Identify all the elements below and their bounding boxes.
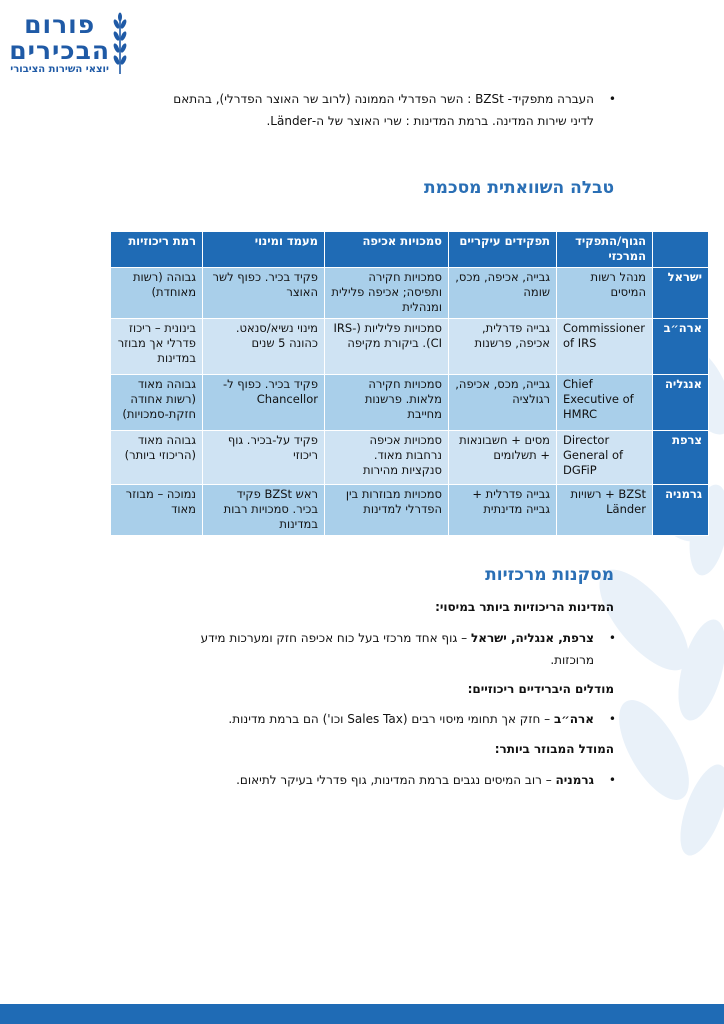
centralization-cell: גבוהה מאוד (הריכוזי ביותר) <box>111 431 203 485</box>
table-row <box>111 268 709 319</box>
country-cell: ישראל <box>653 268 709 319</box>
header-cell <box>653 232 709 268</box>
bullet-icon: • <box>608 712 616 726</box>
bullet-icon: • <box>608 631 616 645</box>
table-title: טבלה השוואתית מסכמת <box>424 178 614 198</box>
powers-cell: סמכויות מבוזרות בין הפדרלי למדינות <box>325 485 449 536</box>
roles-cell: גבייה פדרלית, אכיפה, פרשנות <box>449 319 557 375</box>
bullet-text-line2: מרוכזות. <box>550 653 594 667</box>
forum-logo <box>10 12 128 76</box>
bullet-text: – חזק אך תחומי מיסוי רבים (Sales Tax וכו') הם ברמת מדינות. <box>228 712 554 726</box>
status-cell: ראש BZSt פקיד בכיר. סמכויות רבות במדינות <box>203 485 325 536</box>
header-cell: מעמד ומינוי <box>203 232 325 268</box>
centralization-cell: נמוכה – מבוזר מאוד <box>111 485 203 536</box>
logo-subtitle: יוצאי השירות הציבורי <box>10 64 109 75</box>
status-cell: פקיד בכיר. כפוף ל-Chancellor <box>203 375 325 431</box>
roles-cell: מסים + חשבונאות + תשלומים <box>449 431 557 485</box>
centralization-cell: בינונית – ריכוז פדרלי אך מבוזר במדינות <box>111 319 203 375</box>
intro-line-1: העברה מתפקיד- BZSt : השר הפדרלי הממונה (לרוב שר האוצר הפדרלי), בהתאם <box>173 92 594 106</box>
subheading-decentralized: המודל המבוזר ביותר: <box>494 742 614 756</box>
bullet-icon: • <box>608 773 616 787</box>
status-cell: פקיד בכיר. כפוף לשר האוצר <box>203 268 325 319</box>
bullet-bold: ארה״ב <box>553 712 594 726</box>
powers-cell: סמכויות חקירה ותפיסה; אכיפה פלילית ומנהלית <box>325 268 449 319</box>
centralization-cell: גבוהה (רשות מאוחדת) <box>111 268 203 319</box>
footer-bar <box>0 1004 724 1024</box>
intro-bullet <box>114 88 616 132</box>
centralization-cell: גבוהה מאוד (רשות אחודה חזקת-סמכויות) <box>111 375 203 431</box>
conclusions-title: מסקנות מרכזיות <box>485 565 614 585</box>
table-row <box>111 319 709 375</box>
body-cell: מנהל רשות המיסים <box>557 268 653 319</box>
comparison-table <box>110 231 709 536</box>
bullet-hybrid <box>124 708 616 730</box>
header-cell: הגוף/התפקיד המרכזי <box>557 232 653 268</box>
bullet-bold: צרפת, אנגליה, ישראל <box>470 631 594 645</box>
table-row <box>111 431 709 485</box>
bullet-text: – גוף אחד מרכזי בעל כוח אכיפה חזק ומערכות מידע <box>200 631 471 645</box>
logo-title-1: פורום <box>24 10 96 39</box>
bullet-centralized <box>124 627 616 671</box>
roles-cell: גבייה פדרלית + גבייה מדינתית <box>449 485 557 536</box>
bullet-text: – רוב המיסים נגבים ברמת המדינות, גוף פדרלי בעיקר לתיאום. <box>236 773 556 787</box>
header-cell: רמת ריכוזיות <box>111 232 203 268</box>
country-cell: צרפת <box>653 431 709 485</box>
country-cell: אנגליה <box>653 375 709 431</box>
body-cell: Director General of DGFiP <box>557 431 653 485</box>
country-cell: ארה״ב <box>653 319 709 375</box>
subheading-centralized: המדינות הריכוזיות ביותר במיסוי: <box>435 600 614 614</box>
body-cell: Chief Executive of HMRC <box>557 375 653 431</box>
table-row <box>111 485 709 536</box>
table-row <box>111 375 709 431</box>
body-cell: Commissioner of IRS <box>557 319 653 375</box>
logo-title-2: הבכירים <box>9 36 110 65</box>
bullet-decentralized <box>124 769 616 791</box>
status-cell: מינוי נשיא/סנאט. כהונה 5 שנים <box>203 319 325 375</box>
table-header-row <box>111 232 709 268</box>
header-cell: תפקידים עיקריים <box>449 232 557 268</box>
powers-cell: סמכויות אכיפה נרחבות מאוד. סנקציות מהירות <box>325 431 449 485</box>
body-cell: BZSt + רשויות Länder <box>557 485 653 536</box>
subheading-hybrid: מודלים היברידיים ריכוזיים: <box>467 682 614 696</box>
wheat-icon <box>112 12 128 76</box>
roles-cell: גבייה, אכיפה, מכס, שומה <box>449 268 557 319</box>
bullet-icon: • <box>608 92 616 106</box>
powers-cell: סמכויות חקירה מלאות. פרשנות מחייבת <box>325 375 449 431</box>
intro-line-2: לדיני שירות המדינה. ברמת המדינות : שרי האוצר של ה-Länder. <box>266 114 594 128</box>
bullet-bold: גרמניה <box>555 773 594 787</box>
powers-cell: סמכויות פליליות (IRS-CI). ביקורת מקיפה <box>325 319 449 375</box>
roles-cell: גבייה, מכס, אכיפה, רגולציה <box>449 375 557 431</box>
header-cell: סמכויות אכיפה <box>325 232 449 268</box>
status-cell: פקיד על-בכיר. גוף ריכוזי <box>203 431 325 485</box>
country-cell: גרמניה <box>653 485 709 536</box>
